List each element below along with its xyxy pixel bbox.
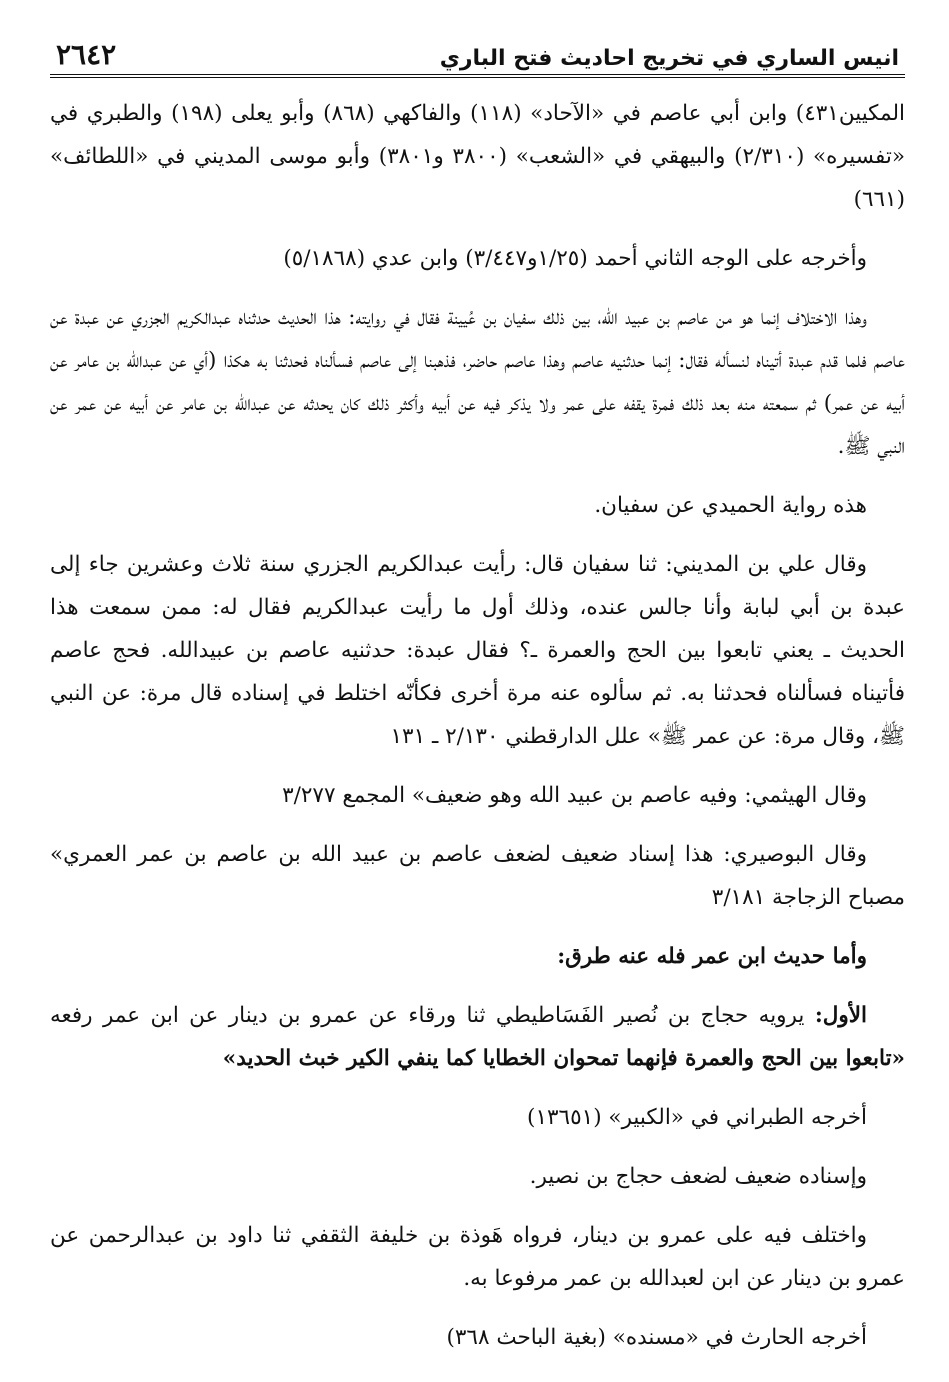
paragraph-6-text: وقال الهيثمي: وفيه عاصم بن عبيد الله وهو ضعيف» المجمع ٣/٢٧٧ [282,783,867,808]
paragraph-3 [50,296,905,468]
paragraph-2-text: وأخرجه على الوجه الثاني أحمد (١/٢٥و٣/٤٤٧) وابن عدي (٥/١٨٦٨) [283,246,867,271]
page-number: ٢٦٤٢ [56,38,117,71]
header-rule [50,74,905,78]
page-header [50,30,905,74]
section-heading-text: وأما حديث ابن عمر فله عنه طرق: [557,944,867,969]
paragraph-12-text: أخرجه الحارث في «مسنده» (بغية الباحث ٣٦٨) [446,1325,867,1350]
page-body [50,92,905,1359]
paragraph-5-text: وقال علي بن المديني: ثنا سفيان قال: رأيت عبدالكريم الجزري سنة ثلاث وعشرين جاء إلى عبدة بن أبي لبابة وأنا جالس عنده، وذلك أول ما رأيت عبدالكريم فقال له: ممن سمعت هذا الحديث ـ يعني تابعوا بين الحج والعمرة ـ؟ فقال عبدة: حدثنيه عاصم بن عبيدالله. فحج عاصم فأتيناه فسألناه فحدثنا به. ثم سألوه عنه مرة أخرى فكأنّه اختلط في إسناده قال مرة: عن النبي ﷺ، وقال مرة: عن عمر ﷺ» علل الدارقطني ٢/١٣٠ ـ ١٣١ [50,552,905,749]
paragraph-2 [50,237,905,280]
running-title: انيس الساري في تخريج احاديث فتح الباري [439,46,899,71]
paragraph-7 [50,833,905,919]
paragraph-4 [50,484,905,527]
paragraph-6 [50,774,905,817]
paragraph-3-text: وهذا الاختلاف إنما هو من عاصم بن عبيد الله، بين ذلك سفيان بن عُيينة فقال في روايته: هذا الحديث حدثناه عبدالكريم الجزري عن عبدة عن عاصم فلما قدم عبدة أتيناه لنسأله فقال: إنما حدثنيه عاصم وهذا عاصم حاضر، فذهبنا إلى عاصم فسألناه فحدثنا به هكذا (أي عن عبدالله بن عامر عن أبيه عن عمر) ثم سمعته منه بعد ذلك فمرة يقفه على عمر ولا يذكر فيه عن أبيه وأكثر ذلك كان يحدثه عن عبدالله بن عامر عن أبيه عن عمر عن النبي ﷺ. [50,305,905,459]
paragraph-9 [50,1096,905,1139]
paragraph-4-text: هذه رواية الحميدي عن سفيان. [594,493,867,518]
paragraph-9-text: أخرجه الطبراني في «الكبير» (١٣٦٥١) [527,1105,867,1130]
paragraph-1-text: المكيين٤٣١) وابن أبي عاصم في «الآحاد» (١١٨) والفاكهي (٨٦٨) وأبو يعلى (١٩٨) والطبري في «تفسيره» (٢/٣١٠) والبيهقي في «الشعب» (٣٨٠٠ و٣٨٠١) وأبو موسى المديني في «اللطائف» (٦٦١) [50,101,906,212]
paragraph-11 [50,1214,905,1300]
section-heading [50,935,905,978]
paragraph-5 [50,543,905,758]
first-route-label: الأول: [814,1003,867,1028]
paragraph-7-text: وقال البوصيري: هذا إسناد ضعيف لضعف عاصم بن عبيد الله بن عاصم بن عمر العمري» مصباح الزجاجة ٣/١٨١ [50,842,905,910]
paragraph-12 [50,1316,905,1359]
paragraph-1 [50,92,905,221]
paragraph-10-text: وإسناده ضعيف لضعف حجاج بن نصير. [529,1164,867,1189]
first-route-text: يرويه حجاج بن نُصير الفَسَاطيطي ثنا ورقاء عن عمرو بن دينار عن ابن عمر رفعه [50,1003,805,1028]
paragraph-first-route [50,994,905,1080]
hadith-text: «تابعوا بين الحج والعمرة فإنهما تمحوان الخطايا كما ينفي الكير خبث الحديد» [222,1046,905,1071]
paragraph-10 [50,1155,905,1198]
paragraph-11-text: واختلف فيه على عمرو بن دينار، فرواه هَوذة بن خليفة الثقفي ثنا داود بن عبدالرحمن عن عمرو بن دينار عن ابن لعبدالله بن عمر مرفوعا به. [50,1223,905,1291]
